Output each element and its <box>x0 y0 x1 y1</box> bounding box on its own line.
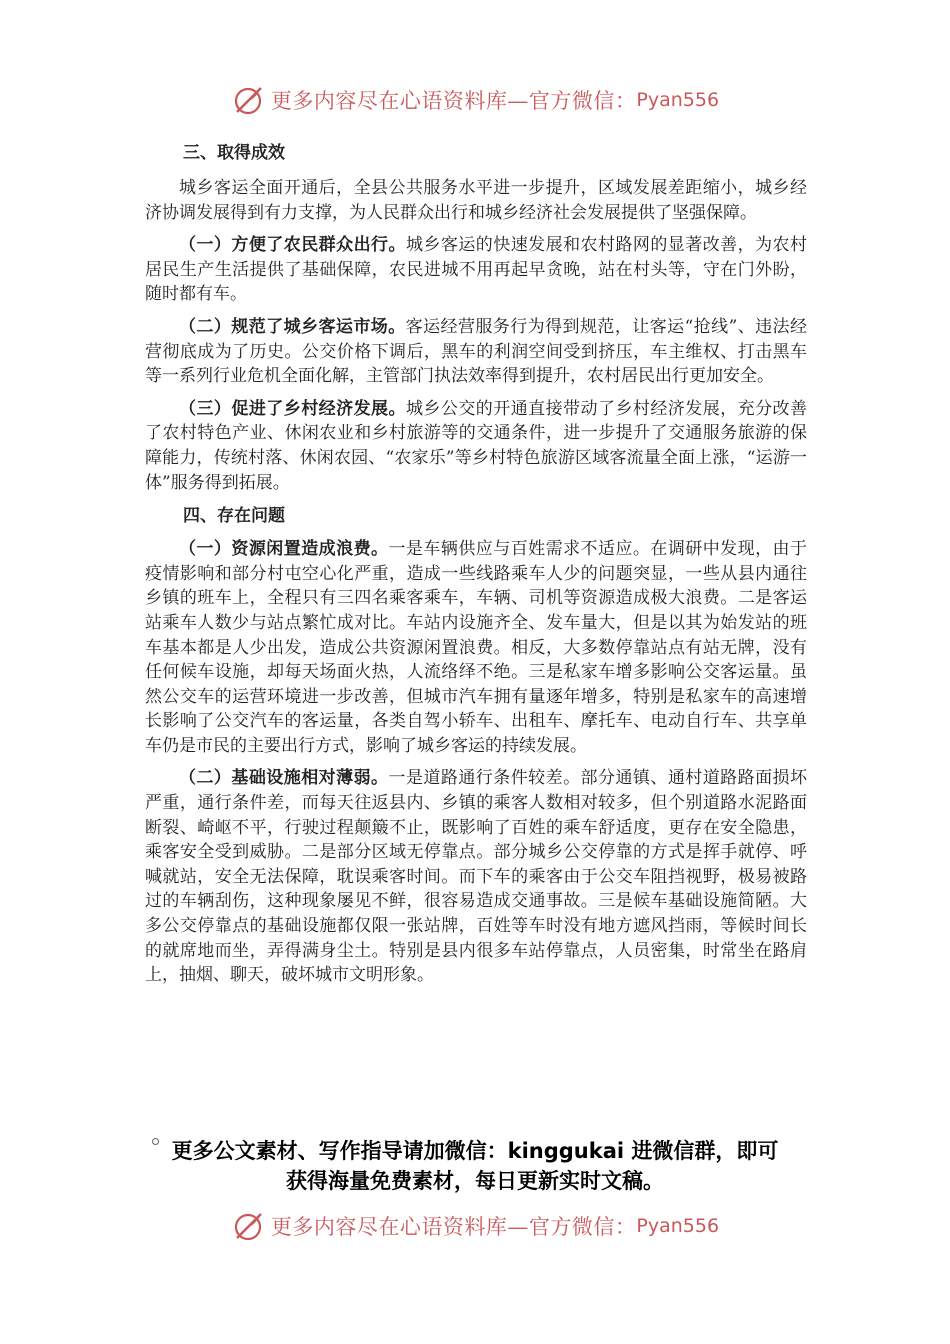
promo-line-1: 更多公文素材、写作指导请加微信：kinggukai 进微信群，即可 <box>171 1139 779 1163</box>
paragraph-title: （一）方便了农民群众出行。 <box>179 235 406 256</box>
section-heading-results: 三、取得成效 <box>183 143 285 163</box>
footer-watermark <box>0 1210 950 1242</box>
quill-logo-icon <box>231 84 267 116</box>
document-body <box>145 140 807 996</box>
header-watermark <box>0 84 950 116</box>
paragraph-results-3 <box>145 397 807 495</box>
promo-notice <box>120 1136 830 1196</box>
watermark-text: 更多内容尽在心语资料库—官方微信： <box>270 89 637 113</box>
watermark-text: 更多内容尽在心语资料库—官方微信： <box>270 1215 637 1239</box>
watermark-wechat-id: Pyan556 <box>636 1215 720 1237</box>
promo-line-2: 获得海量免费素材，每日更新实时文稿。 <box>286 1169 664 1193</box>
paragraph-title: （三）促进了乡村经济发展。 <box>179 398 406 419</box>
paragraph-results-intro: 城乡客运全面开通后，全县公共服务水平进一步提升，区域发展差距缩小，城乡经济协调发展得到有力支撑，为人民群众出行和城乡经济社会发展提供了坚强保障。 <box>145 178 807 223</box>
watermark-wechat-id: Pyan556 <box>636 89 720 111</box>
paragraph-text: 一是车辆供应与百姓需求不适应。在调研中发现，由于疫情影响和部分村屯空心化严重，造成一些线路乘车人少的问题突显，一些从县内通往乡镇的班车上，全程只有三四名乘客乘车，车辆、司机等资源造成极大浪费。二是客运站乘车人数少与站点繁忙成对比。车站内设施齐全、发车量大，但是以其为始发站的班车基本都是人少出发，造成公共资源闲置浪费。相反，大多数停靠站点有站无牌，没有任何候车设施，却每天场面火热，人流络绎不绝。三是私家车增多影响公交客运量。虽然公交车的运营环境进一步改善，但城市汽车拥有量逐年增多，特别是私家车的高速增长影响了公交汽车的客运量，各类自驾小轿车、出租车、摩托车、电动自行车、共享单车仍是市民的主要出行方式，影响了城乡客运的持续发展。 <box>145 539 808 756</box>
paragraph-results-1 <box>145 233 807 307</box>
paragraph-text: 客运经营服务行为得到规范，让客运“抢线”、违法经营彻底成为了历史。公交价格下调后，黑车的利润空间受到挤压，车主维权、打击黑车等一系列行业危机全面化解，主管部门执法效率得到提升，农村居民出行更加安全。 <box>145 316 807 387</box>
paragraph-results-2 <box>145 315 807 389</box>
paragraph-text: 一是道路通行条件较差。部分通镇、通村道路路面损坏严重，通行条件差，而每天往返县内、乡镇的乘客人数相对较多，但个别道路水泥路面断裂、崎岖不平，行驶过程颠簸不止，既影响了百姓的乘车舒适度，更存在安全隐患，乘客安全受到威胁。二是部分区域无停靠点。部分城乡公交停靠的方式是挥手就停、呼喊就站，安全无法保障，耽误乘客时间。而下车的乘客由于公交车阻挡视野，极易被路过的车辆刮伤，这种现象屡见不鲜，很容易造成交通事故。三是候车基础设施简陋。大多公交停靠点的基础设施都仅限一张站牌，百姓等车时没有地方遮风挡雨，等候时间长的就席地而坐，弄得满身尘土。特别是县内很多车站停靠点，人员密集，时常坐在路肩上，抽烟、聊天，破坏城市文明形象。 <box>145 768 808 986</box>
paragraph-text: 城乡公交的开通直接带动了乡村经济发展，充分改善了农村特色产业、休闲农业和乡村旅游等的交通条件，进一步提升了交通服务旅游的保障能力，传统村落、休闲农园、“农家乐”等乡村特色旅游区域客流量全面上涨，“运游一体”服务得到拓展。 <box>145 398 808 493</box>
quill-logo-icon <box>231 1210 267 1242</box>
paragraph-title: （一）资源闲置造成浪费。 <box>179 539 389 560</box>
section-heading-problems: 四、存在问题 <box>183 506 285 527</box>
paragraph-title: （二）规范了城乡客运市场。 <box>179 316 406 337</box>
paragraph-problems-2 <box>145 766 807 987</box>
paragraph-title: （二）基础设施相对薄弱。 <box>179 768 389 789</box>
paragraph-problems-1 <box>145 537 807 758</box>
paragraph-text: 城乡客运的快速发展和农村路网的显著改善，为农村居民生产生活提供了基础保障，农民进城不用再起早贪晚，站在村头等，守在门外盼，随时都有车。 <box>145 235 808 305</box>
